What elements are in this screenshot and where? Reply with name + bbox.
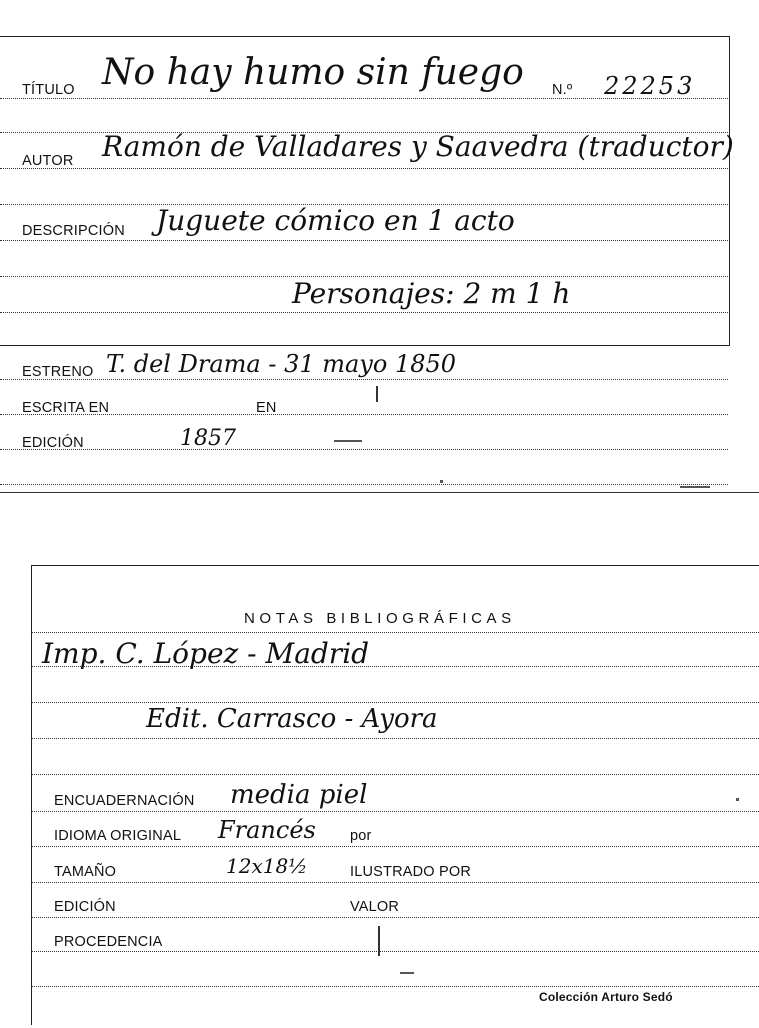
edicion-value: 1857 — [180, 426, 236, 451]
idioma-original-label: IDIOMA ORIGINAL — [54, 828, 182, 844]
ink-speck — [440, 480, 443, 483]
idioma-original-value: Francés — [218, 816, 316, 844]
edicion-label: EDICIÓN — [22, 435, 84, 451]
rule-line — [0, 240, 728, 241]
collection-footer: Colección Arturo Sedó — [539, 990, 673, 1004]
descripcion-value: Juguete cómico en 1 acto — [156, 204, 515, 237]
notes-line-2: Edit. Carrasco - Ayora — [146, 704, 438, 734]
rule-line — [31, 882, 759, 883]
por-label: por — [350, 828, 372, 844]
titulo-value: No hay humo sin fuego — [102, 52, 524, 93]
valor-label: VALOR — [350, 899, 400, 915]
rule-line — [31, 774, 759, 775]
tamano-label: TAMAÑO — [54, 864, 117, 880]
rule-line — [31, 702, 759, 703]
procedencia-label: PROCEDENCIA — [54, 934, 163, 950]
edicion-label-bottom: EDICIÓN — [54, 899, 116, 915]
rule-line — [0, 168, 728, 169]
numero-value: 22253 — [604, 72, 696, 100]
escrita-en-label: ESCRITA EN — [22, 400, 110, 416]
numero-label: N.º — [552, 82, 573, 98]
tamano-value: 12x18½ — [226, 854, 308, 878]
descripcion-label: DESCRIPCIÓN — [22, 223, 125, 239]
ink-stroke — [378, 926, 380, 956]
encuadernacion-label: ENCUADERNACIÓN — [54, 793, 195, 809]
rule-line — [31, 632, 759, 633]
estreno-label: ESTRENO — [22, 364, 94, 380]
rule-line — [0, 379, 728, 380]
estreno-value: T. del Drama - 31 mayo 1850 — [106, 350, 457, 378]
rule-line — [31, 917, 759, 918]
encuadernacion-value: media piel — [230, 780, 368, 810]
rule-line — [0, 312, 728, 313]
personajes-value: Personajes: 2 m 1 h — [292, 277, 571, 310]
autor-value: Ramón de Valladares y Saavedra (traductor) — [102, 130, 734, 163]
rule-line — [31, 951, 759, 952]
notes-line-1: Imp. C. López - Madrid — [42, 637, 370, 670]
titulo-label: TÍTULO — [22, 82, 75, 98]
rule-line — [31, 986, 759, 987]
en-label: EN — [256, 400, 277, 416]
ink-mark — [680, 486, 710, 488]
card-bottom-edge — [0, 492, 759, 493]
rule-line — [31, 811, 759, 812]
rule-line — [0, 414, 728, 415]
ilustrado-por-label: ILUSTRADO POR — [350, 864, 472, 880]
rule-line — [0, 484, 728, 485]
ink-mark — [334, 440, 362, 442]
ink-speck — [736, 798, 739, 801]
rule-line — [0, 449, 728, 450]
notes-title: NOTAS BIBLIOGRÁFICAS — [244, 610, 516, 627]
ink-mark — [400, 972, 414, 974]
autor-label: AUTOR — [22, 153, 74, 169]
rule-line — [31, 738, 759, 739]
ink-stroke — [376, 386, 378, 402]
rule-line — [31, 846, 759, 847]
